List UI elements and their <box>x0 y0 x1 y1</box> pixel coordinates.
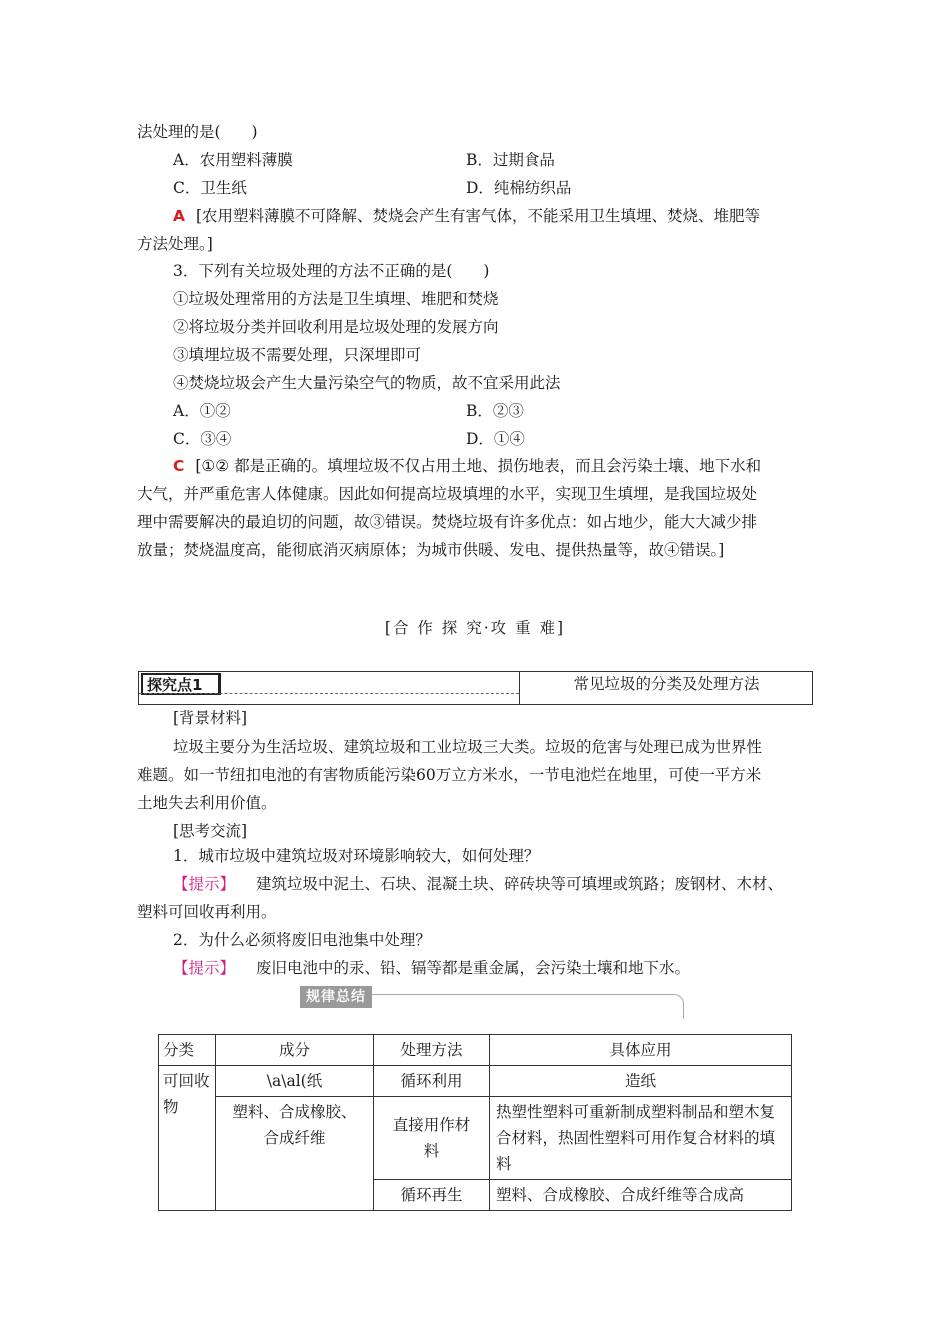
header-component: 成分 <box>216 1035 374 1066</box>
rules-table <box>158 1034 792 1211</box>
hint-label-2: 【提示】 <box>173 959 236 977</box>
q3-statement-3: ③填埋垃圾不需要处理，只深埋即可 <box>173 346 422 364</box>
q3-option-d: D．①④ <box>466 430 525 448</box>
q3-option-a: A．①② <box>173 402 231 420</box>
hint-label-1: 【提示】 <box>173 875 236 893</box>
cell-application: 热塑性塑料可重新制成塑料制品和塑木复合材料，热固性塑料可用作复合材料的填料 <box>490 1097 792 1180</box>
topic-box <box>138 671 813 705</box>
q3-option-b: B．②③ <box>466 402 524 420</box>
discussion-answer-2-text: 废旧电池中的汞、铅、镉等都是重金属，会污染土壤和地下水。 <box>255 959 690 977</box>
cell-method: 循环利用 <box>374 1066 490 1097</box>
q2-option-a: A．农用塑料薄膜 <box>173 151 293 169</box>
discussion-answer-1-line-2: 塑料可回收再利用。 <box>137 903 277 921</box>
table-row <box>159 1097 792 1180</box>
q2-explanation-text: [农用塑料薄膜不可降解、焚烧会产生有害气体，不能采用卫生填埋、焚烧、堆肥等 <box>195 207 760 225</box>
q3-statement-4: ④焚烧垃圾会产生大量污染空气的物质，故不宜采用此法 <box>173 374 561 392</box>
topic-divider <box>139 693 519 694</box>
q2-stem-tail: 法处理的是( ) <box>137 123 258 141</box>
cell-component: 塑料、合成橡胶、合成纤维 <box>216 1097 374 1211</box>
discussion-heading: [思考交流] <box>173 822 248 840</box>
q3-statement-2: ②将垃圾分类并回收利用是垃圾处理的发展方向 <box>173 318 499 336</box>
q2-option-c: C．卫生纸 <box>173 179 247 197</box>
rule-summary-label: 规律总结 <box>300 986 372 1008</box>
q3-explanation-line-2: 大气，并严重危害人体健康。因此如何提高垃圾填埋的水平，实现卫生填埋，是我国垃圾处 <box>137 485 758 503</box>
header-method: 处理方法 <box>374 1035 490 1066</box>
discussion-question-1: 1．城市垃圾中建筑垃圾对环境影响较大，如何处理？ <box>173 847 540 865</box>
table-row <box>159 1066 792 1097</box>
background-line-2: 难题。如一节纽扣电池的有害物质能污染60万立方米水，一节电池烂在地里，可使一平方米 <box>137 766 762 784</box>
q3-stem: 3．下列有关垃圾处理的方法不正确的是( ) <box>173 262 490 280</box>
q3-explanation-text: [①② 都是正确的。填埋垃圾不仅占用土地、损伤地表，而且会污染土壤、地下水和 <box>195 457 762 475</box>
q2-answer: A <box>173 207 185 225</box>
table-header-row <box>159 1035 792 1066</box>
q2-explanation-line-2: 方法处理。] <box>137 235 213 253</box>
discussion-answer-1-text: 建筑垃圾中泥土、石块、混凝土块、碎砖块等可填埋或筑路；废钢材、木材、 <box>255 875 783 893</box>
q2-explanation-line-1 <box>173 205 760 227</box>
background-line-1: 垃圾主要分为生活垃圾、建筑垃圾和工业垃圾三大类。垃圾的危害与处理已成为世界性 <box>173 738 763 756</box>
q3-explanation-line-4: 放量；焚烧温度高，能彻底消灭病原体；为城市供暖、发电、提供热量等，故④错误。] <box>137 541 725 559</box>
cell-application: 塑料、合成橡胶、合成纤维等合成高 <box>490 1180 792 1211</box>
topic-title: 常见垃圾的分类及处理方法 <box>519 672 813 704</box>
q3-explanation-line-1 <box>173 455 761 477</box>
background-line-3: 土地失去利用价值。 <box>137 794 277 812</box>
discussion-answer-1-line-1 <box>173 873 783 895</box>
discussion-question-2: 2．为什么必须将废旧电池集中处理？ <box>173 931 431 949</box>
cell-method: 循环再生 <box>374 1180 490 1211</box>
q3-answer: C <box>173 457 185 475</box>
cell-application: 造纸 <box>490 1066 792 1097</box>
q3-statement-1: ①垃圾处理常用的方法是卫生填埋、堆肥和焚烧 <box>173 290 499 308</box>
rule-summary-bar <box>300 986 685 1022</box>
header-application: 具体应用 <box>490 1035 792 1066</box>
background-heading: [背景材料] <box>173 709 248 727</box>
header-category: 分类 <box>159 1035 216 1066</box>
cell-method: 直接用作材料 <box>374 1097 490 1180</box>
section-title: [合 作 探 究·攻 重 难] <box>384 619 566 637</box>
q2-option-d: D．纯棉纺织品 <box>466 179 572 197</box>
q2-option-b: B．过期食品 <box>466 151 555 169</box>
q3-explanation-line-3: 理中需要解决的最迫切的问题，故③错误。焚烧垃圾有许多优点：如占地少，能大大减少排 <box>137 513 758 531</box>
topic-label: 探究点1 <box>141 673 221 695</box>
discussion-answer-2 <box>173 957 690 979</box>
q3-option-c: C．③④ <box>173 430 232 448</box>
cell-component: \a\al(纸 <box>216 1066 374 1097</box>
cell-category: 可回收物 <box>159 1066 216 1211</box>
